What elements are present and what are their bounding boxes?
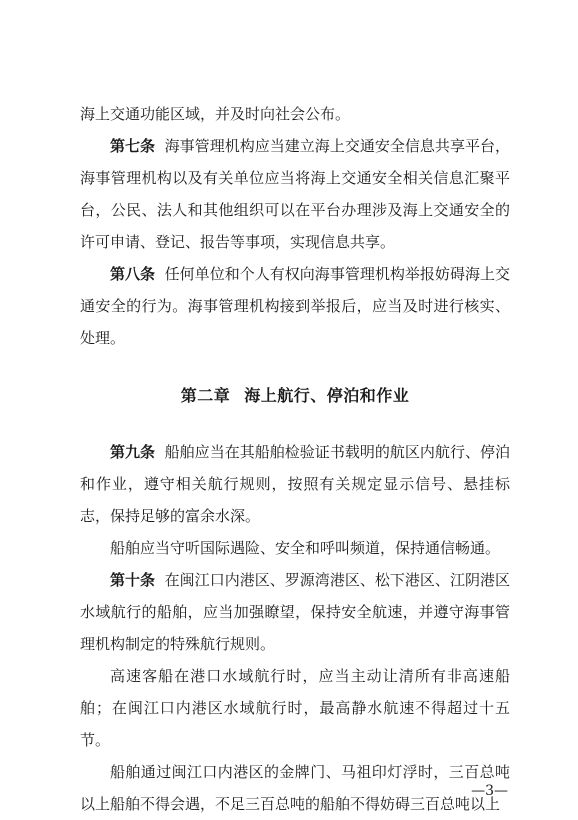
paragraph-text: 船舶通过闽江口内港区的金牌门、马祖印灯浮时，三百总吨以上船舶不得会遇，不足三百总吨的船舶不得妨碍三百总吨以上 [80, 763, 510, 813]
article-10-para-2 [80, 660, 510, 756]
article-label: 第九条 [110, 443, 156, 461]
chapter-heading [80, 380, 510, 412]
chapter-title: 海上航行、停泊和作业 [244, 386, 410, 405]
paragraph-text: 任何单位和个人有权向海事管理机构举报妨碍海上交通安全的行为。海事管理机构接到举报后，应当及时进行核实、处理。 [80, 265, 510, 347]
chapter-number: 第二章 [180, 386, 231, 405]
article-label: 第十条 [110, 571, 156, 589]
article-label: 第八条 [110, 265, 156, 283]
paragraph-text: 海上交通功能区域，并及时向社会公布。 [80, 105, 351, 123]
document-body [80, 98, 510, 820]
article-8 [80, 258, 510, 354]
article-10-para-3 [80, 756, 510, 820]
page-number: —3— [471, 783, 508, 799]
paragraph-text: 高速客船在港口水域航行时，应当主动让清所有非高速船舶；在闽江口内港区水域航行时，最高静水航速不得超过十五节。 [80, 667, 510, 749]
article-7 [80, 130, 510, 258]
paragraph-text: 在闽江口内港区、罗源湾港区、松下港区、江阴港区水域航行的船舶，应当加强瞭望，保持安全航速，并遵守海事管理机构制定的特殊航行规则。 [80, 571, 510, 653]
paragraph-text: 船舶应当守听国际遇险、安全和呼叫频道，保持通信畅通。 [110, 539, 501, 557]
paragraph-continuation [80, 98, 510, 130]
paragraph-text: 海事管理机构应当建立海上交通安全信息共享平台，海事管理机构以及有关单位应当将海上交通安全相关信息汇聚平台，公民、法人和其他组织可以在平台办理涉及海上交通安全的许可申请、登记、报告等事项，实现信息共享。 [80, 137, 510, 251]
article-label: 第七条 [110, 137, 156, 155]
paragraph-text: 船舶应当在其船舶检验证书载明的航区内航行、停泊和作业，遵守相关航行规则，按照有关规定显示信号、悬挂标志，保持足够的富余水深。 [80, 443, 510, 525]
article-9 [80, 436, 510, 532]
article-9-para-2 [80, 532, 510, 564]
article-10 [80, 564, 510, 660]
